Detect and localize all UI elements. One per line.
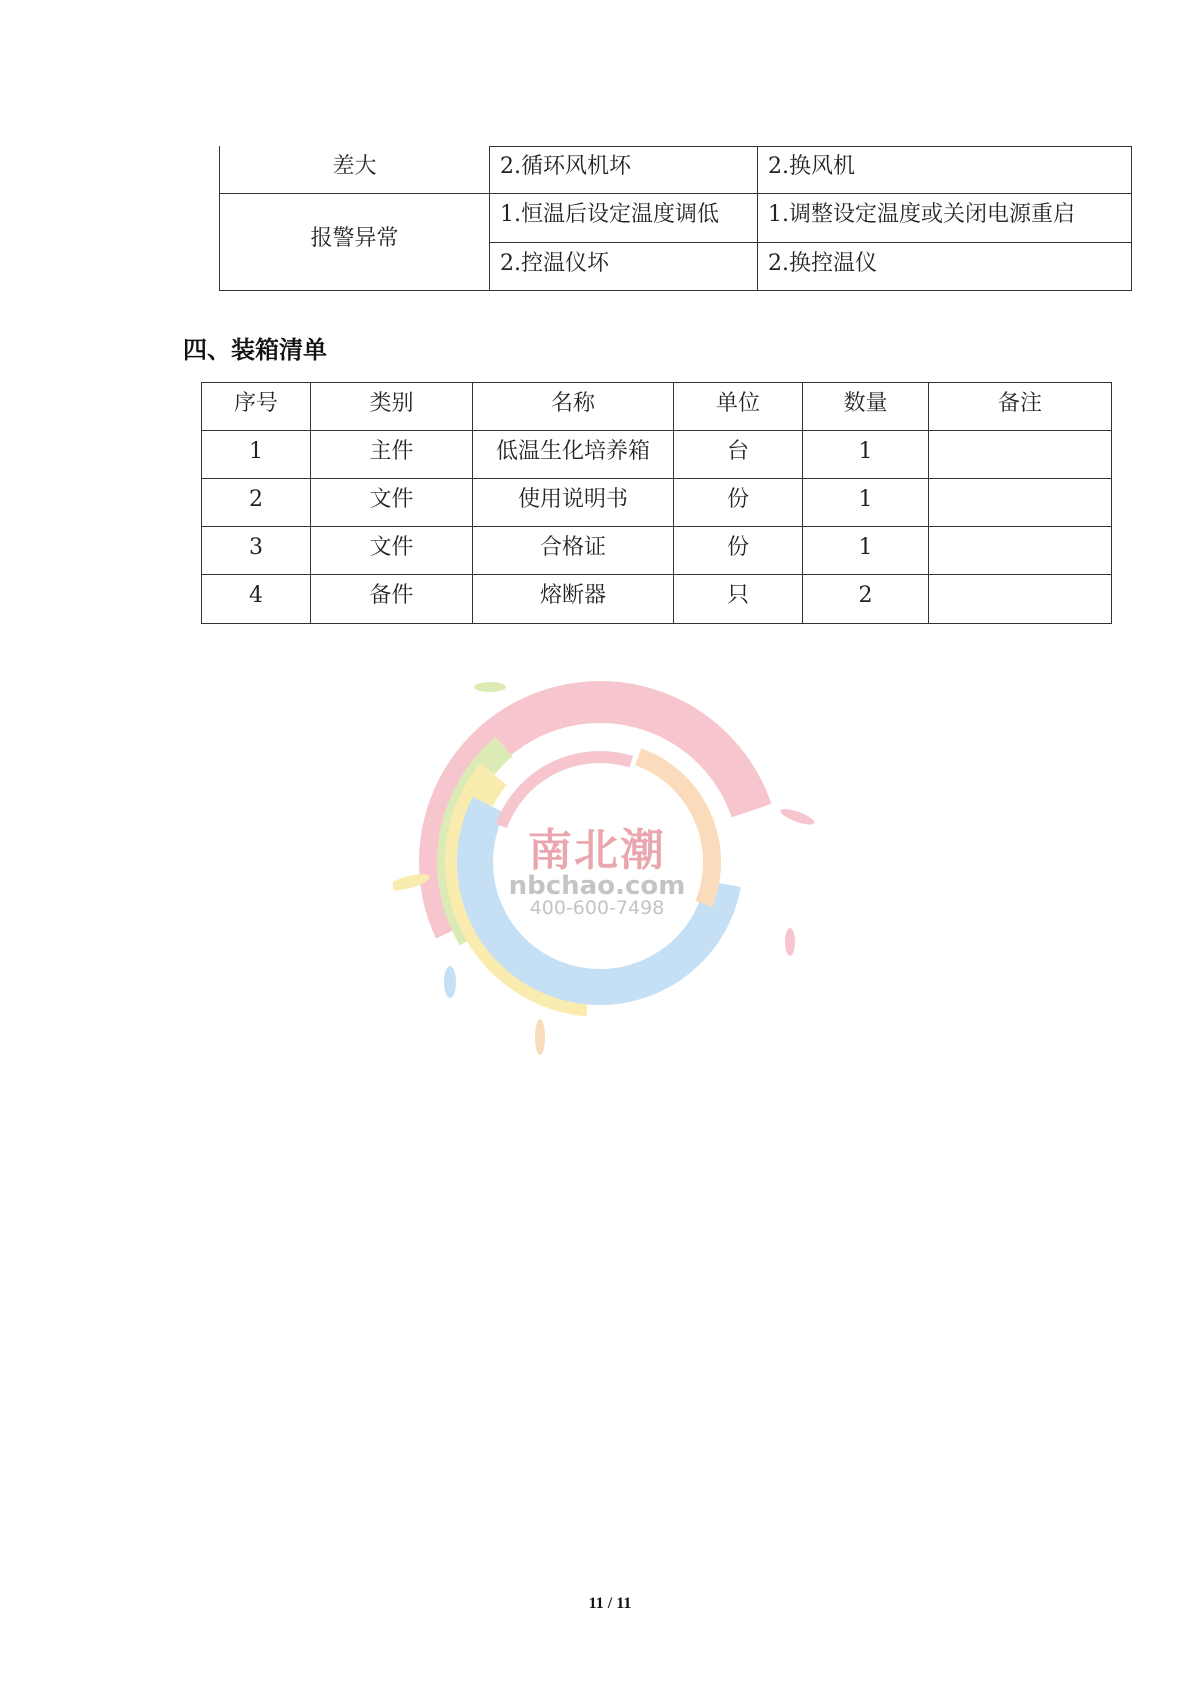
table-cell: 2 xyxy=(803,575,929,624)
header-cell: 名称 xyxy=(473,382,674,431)
watermark-brand: 南北潮 xyxy=(528,825,666,876)
table-row xyxy=(201,575,1112,624)
table-cell: 文件 xyxy=(311,479,473,527)
splash-drop xyxy=(444,966,456,998)
solution-cell: 2.换控温仪 xyxy=(758,243,1132,291)
table-row xyxy=(201,527,1112,575)
table-row xyxy=(219,146,1132,194)
table-cell xyxy=(929,527,1112,575)
watermark-site: nbchao.com xyxy=(508,871,686,901)
table-row xyxy=(219,194,1132,243)
splash-drop xyxy=(779,806,816,828)
table-cell: 备件 xyxy=(311,575,473,624)
table-cell: 合格证 xyxy=(473,527,674,575)
table-cell: 使用说明书 xyxy=(473,479,674,527)
watermark-phone: 400-600-7498 xyxy=(529,897,665,919)
table-cell xyxy=(929,431,1112,479)
table-cell: 文件 xyxy=(311,527,473,575)
table-cell: 4 xyxy=(201,575,311,624)
splash-drop xyxy=(785,928,795,956)
table-cell: 只 xyxy=(674,575,803,624)
packing-list-table xyxy=(201,382,1112,624)
table-cell: 台 xyxy=(674,431,803,479)
solution-cell: 2.换风机 xyxy=(758,146,1132,194)
section-heading: 四、装箱清单 xyxy=(183,335,327,364)
splash-drop xyxy=(474,682,506,692)
symptom-cell: 差大 xyxy=(219,146,490,194)
splash-drop xyxy=(535,1019,545,1055)
symptom-cell: 报警异常 xyxy=(219,194,490,291)
table-header-row xyxy=(201,382,1112,431)
page-number: 11 / 11 xyxy=(588,1595,632,1612)
table-cell xyxy=(929,575,1112,624)
table-row xyxy=(201,479,1112,527)
table-cell: 1 xyxy=(803,527,929,575)
header-cell: 单位 xyxy=(674,382,803,431)
table-cell: 1 xyxy=(803,431,929,479)
cause-cell: 1.恒温后设定温度调低 xyxy=(490,194,758,243)
table-cell: 低温生化培养箱 xyxy=(473,431,674,479)
solution-cell: 1.调整设定温度或关闭电源重启 xyxy=(758,194,1132,243)
table-cell: 份 xyxy=(674,527,803,575)
cause-cell: 2.循环风机坏 xyxy=(490,146,758,194)
table-cell: 3 xyxy=(201,527,311,575)
header-cell: 备注 xyxy=(929,382,1112,431)
header-cell: 类别 xyxy=(311,382,473,431)
table-cell: 熔断器 xyxy=(473,575,674,624)
table-cell: 1 xyxy=(803,479,929,527)
table-cell: 主件 xyxy=(311,431,473,479)
troubleshooting-table xyxy=(219,146,1132,291)
table-row xyxy=(201,431,1112,479)
table-cell: 1 xyxy=(201,431,311,479)
table-cell xyxy=(929,479,1112,527)
cause-cell: 2.控温仪坏 xyxy=(490,243,758,291)
table-cell: 2 xyxy=(201,479,311,527)
table-cell: 份 xyxy=(674,479,803,527)
header-cell: 数量 xyxy=(803,382,929,431)
header-cell: 序号 xyxy=(201,382,311,431)
